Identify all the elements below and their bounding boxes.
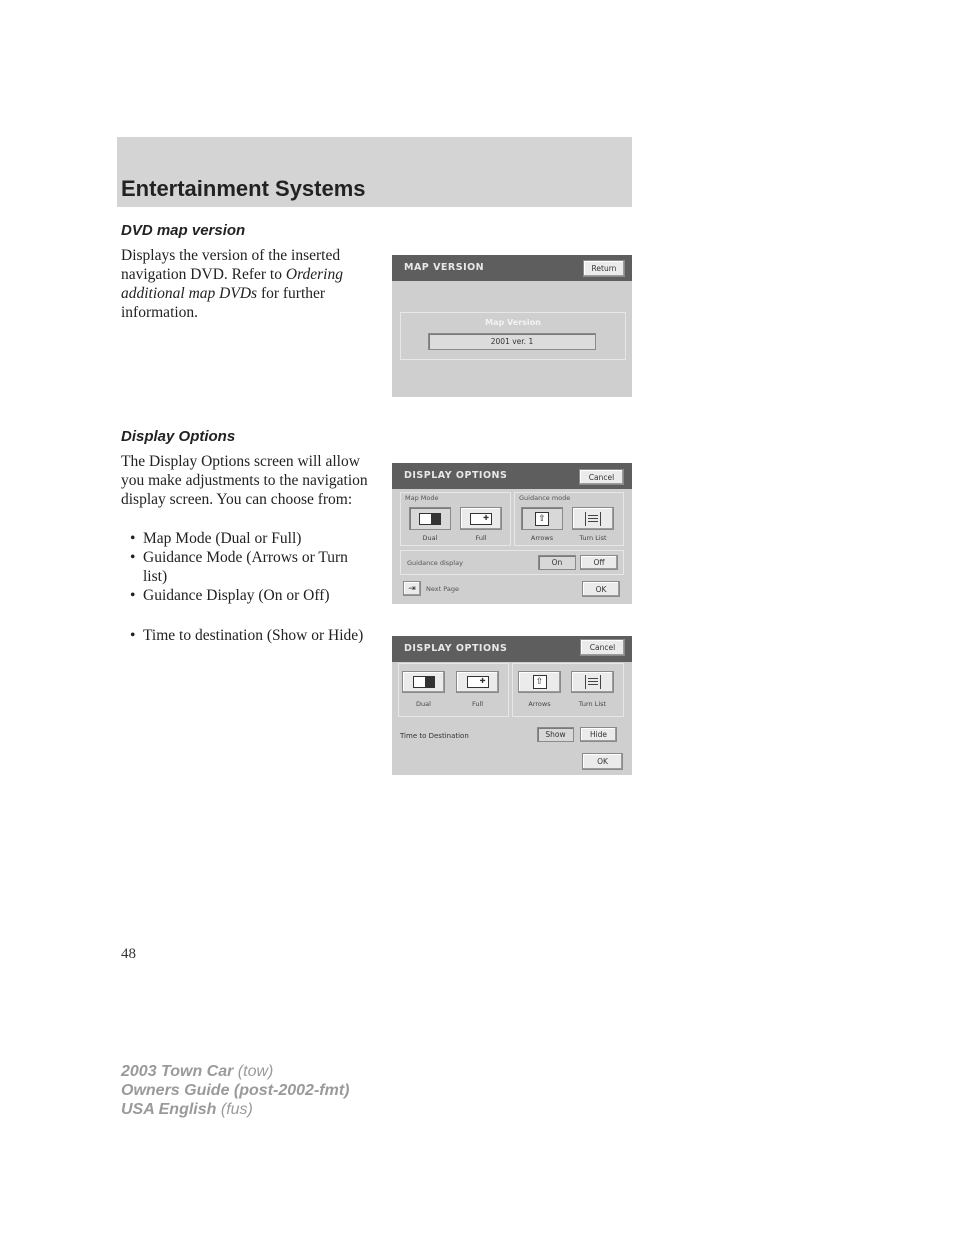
hide-button[interactable]: Hide [580, 727, 617, 742]
bullet-text: Guidance Display (On or Off) [143, 587, 330, 604]
page-header-title: Entertainment Systems [121, 176, 366, 201]
map-version-screen [392, 255, 632, 397]
map-mode-label: Map Mode [405, 494, 439, 502]
arrow-up-icon: ⇧ [535, 512, 549, 526]
guidance-display-label: Guidance display [407, 559, 463, 567]
arrows-button[interactable] [521, 507, 563, 530]
guidance-on-button[interactable]: On [538, 555, 576, 570]
dvd-map-version-heading: DVD map version [121, 222, 246, 239]
language: USA English [121, 1101, 217, 1118]
turn-list-button[interactable] [571, 671, 614, 693]
display-options-screen-1 [392, 463, 632, 604]
dual-map-icon [419, 513, 441, 525]
model-code: (tow) [237, 1063, 274, 1080]
cancel-button[interactable]: Cancel [579, 469, 624, 485]
page-number: 48 [121, 946, 136, 962]
turn-list-icon [585, 675, 601, 689]
cancel-button[interactable]: Cancel [580, 639, 625, 656]
bullet-item [121, 548, 371, 586]
display-options-heading: Display Options [121, 428, 236, 445]
guidance-mode-label: Guidance mode [519, 494, 571, 502]
arrow-up-icon: ⇧ [533, 675, 547, 689]
footer-line-2: Owners Guide (post-2002-fmt) [121, 1082, 350, 1099]
bullet-dot: • [130, 627, 136, 644]
next-page-label: Next Page [426, 585, 459, 593]
display-options-intro: The Display Options screen will allow you make adjustments to the navigation display screen. You can choose from: [121, 453, 368, 508]
bullet-text: Guidance Mode (Arrows or Turn list) [143, 549, 348, 585]
dual-caption: Dual [416, 700, 431, 708]
return-button[interactable]: Return [583, 260, 625, 277]
dual-map-icon [413, 676, 435, 688]
language-code: (fus) [220, 1101, 253, 1118]
bullet-dot: • [130, 587, 136, 604]
next-page-button[interactable] [403, 581, 421, 596]
ok-button[interactable]: OK [582, 753, 623, 770]
bullet-dot: • [130, 549, 136, 566]
turn-list-caption: Turn List [579, 534, 607, 542]
screen-title: DISPLAY OPTIONS [404, 470, 508, 481]
ok-button[interactable]: OK [582, 581, 620, 597]
screen-title: MAP VERSION [404, 262, 485, 273]
text-before: Displays the version of the inserted navigation DVD. Refer to [121, 247, 341, 283]
text-after: for further information. [121, 285, 326, 321]
ordering-map-dvds-reference: Ordering additional map DVDs [121, 266, 343, 302]
full-button[interactable] [456, 671, 499, 693]
dvd-map-version-text [121, 246, 371, 322]
bullet-dot: • [130, 530, 136, 547]
full-caption: Full [471, 700, 484, 708]
full-button[interactable] [460, 507, 502, 530]
footer-line-1 [121, 1062, 273, 1081]
dual-caption: Dual [422, 534, 438, 542]
full-map-icon: ✚ [467, 676, 489, 688]
turn-list-caption: Turn List [578, 700, 607, 708]
screen-title: DISPLAY OPTIONS [404, 643, 508, 654]
arrows-button[interactable] [518, 671, 561, 693]
model-name: 2003 Town Car [121, 1063, 234, 1080]
map-version-value: 2001 ver. 1 [428, 333, 596, 350]
bullet-item [121, 586, 371, 605]
guidance-off-button[interactable]: Off [580, 555, 618, 570]
display-options-screen-2 [392, 636, 632, 775]
bullet-item [121, 529, 371, 548]
bullet-text: Map Mode (Dual or Full) [143, 530, 302, 547]
arrows-caption: Arrows [530, 534, 554, 542]
bullet-text: Time to destination (Show or Hide) [143, 627, 364, 644]
dual-button[interactable] [409, 507, 451, 530]
time-to-destination-label: Time to Destination [400, 732, 469, 740]
full-caption: Full [475, 534, 487, 542]
dual-button[interactable] [402, 671, 445, 693]
bullet-item [121, 626, 371, 645]
turn-list-icon [585, 512, 601, 526]
full-map-icon: ✚ [470, 513, 492, 525]
footer-line-3 [121, 1100, 253, 1119]
arrows-caption: Arrows [528, 700, 551, 708]
next-page-arrow-icon: ⇥ [408, 583, 416, 594]
map-version-box-title: Map Version [485, 318, 541, 327]
turn-list-button[interactable] [572, 507, 614, 530]
show-button[interactable]: Show [537, 727, 574, 742]
